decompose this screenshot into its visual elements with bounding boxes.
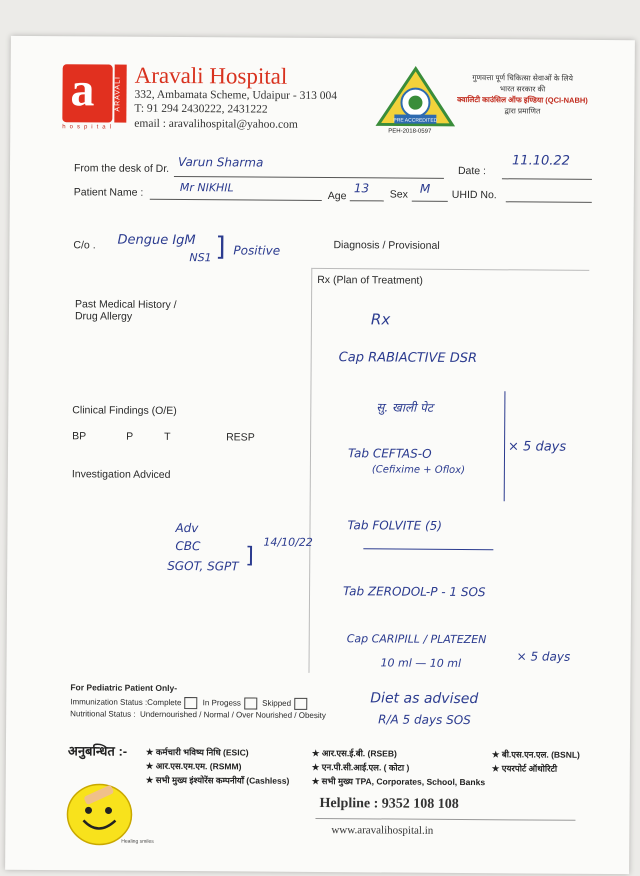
- smiley-mascot-icon: [61, 780, 154, 849]
- diet-advice: Diet as advised: [370, 690, 479, 708]
- patient-name: Mr NIKHIL: [179, 181, 234, 195]
- past-history-label-1: Past Medical History /: [75, 298, 177, 311]
- rx-bracket-line: [504, 391, 506, 501]
- co-complaint-line-1: Dengue IgM: [117, 232, 196, 249]
- footer-rsmm: ★ आर.एस.एम.एम. (RSMM): [145, 760, 242, 772]
- rx-item-3-dose-line: [363, 548, 493, 550]
- complete-checkbox[interactable]: [184, 697, 197, 709]
- vital-resp: RESP: [226, 431, 255, 444]
- smiley-caption: Healing smiles: [121, 838, 154, 845]
- prescription-sheet: [5, 36, 635, 874]
- diagnosis-label: Diagnosis / Provisional: [333, 239, 440, 252]
- investigation-adv: Adv: [175, 520, 199, 536]
- uhid-line: [506, 201, 592, 203]
- pediatric-title: For Pediatric Patient Only-: [70, 682, 178, 694]
- rx-top-border: [311, 268, 589, 271]
- footer-esic: ★ कर्मचारी भविष्य निधि (ESIC): [145, 746, 249, 758]
- hindi-line-2: भारत सरकार की: [499, 84, 546, 94]
- immunization-label: Immunization Status :Complete: [70, 697, 182, 708]
- nutritional-options: Undernourished / Normal / Over Nourished / Obesity: [139, 709, 326, 721]
- rx-label: Rx (Plan of Treatment): [317, 273, 423, 287]
- age-line: [350, 200, 384, 201]
- uhid-label: UHID No.: [451, 188, 497, 202]
- rx-item-3: Tab FOLVITE (5): [347, 518, 443, 533]
- past-history-label-2: Drug Allergy: [74, 310, 133, 323]
- vital-bp: BP: [72, 430, 87, 443]
- helpline: Helpline : 9352 108 108: [319, 796, 459, 812]
- skipped-label: Skipped: [262, 698, 292, 708]
- hospital-email: email : aravalihospital@yahoo.com: [134, 117, 298, 131]
- investigation-bracket: ]: [245, 543, 254, 569]
- sex-line: [412, 201, 448, 202]
- immunization-row: [70, 696, 310, 710]
- accreditation-number: PEH-2018-0597: [388, 128, 432, 135]
- skipped-checkbox[interactable]: [294, 698, 307, 710]
- investigation-date: 14/10/22: [263, 535, 313, 549]
- hospital-name: Aravali Hospital: [134, 62, 288, 89]
- nabh-accreditation-icon: [376, 66, 454, 129]
- date-value: 11.10.22: [512, 153, 570, 169]
- rx-item-5: Cap CARIPILL / PLATEZEN: [346, 632, 487, 647]
- clinical-findings-label: Clinical Findings (O/E): [72, 404, 177, 417]
- rx-duration-1: × 5 days: [508, 439, 567, 455]
- hospital-address: 332, Ambamata Scheme, Udaipur - 313 004: [134, 88, 338, 103]
- date-label: Date :: [457, 164, 487, 178]
- vital-pulse: P: [126, 430, 134, 443]
- footer-airport: ★ एयरपोर्ट ऑथोरिटी: [491, 763, 558, 774]
- doctor-name: Varun Sharma: [177, 155, 264, 170]
- sex-value: M: [419, 181, 431, 196]
- co-complaint-line-2: NS1: [189, 251, 212, 265]
- hospital-logo: a ARAVALI hospital: [62, 64, 130, 130]
- age-value: 13: [353, 181, 370, 196]
- in-progress-checkbox[interactable]: [244, 697, 257, 709]
- vital-temp: T: [164, 430, 171, 443]
- patient-name-line: [150, 199, 322, 201]
- rx-left-border: [308, 268, 312, 673]
- rx-item-2-composition: (Cefixime + Oflox): [371, 464, 466, 477]
- logo-vertical-text: ARAVALI: [114, 65, 126, 123]
- date-line: [502, 178, 592, 180]
- logo-sub-text: hospital: [62, 124, 115, 131]
- rx-item-4: Tab ZERODOL-P - 1 SOS: [343, 584, 486, 600]
- footer-ntpc: ★ एन.पी.सी.आई.एल. ( कोटा ): [311, 761, 410, 773]
- in-progress-label: In Progess: [202, 698, 241, 708]
- rx-item-1-direction: सु. खाली पेट: [376, 400, 433, 415]
- sex-label: Sex: [389, 188, 408, 201]
- investigation-lft: SGOT, SGPT: [167, 558, 239, 574]
- nutritional-row: [70, 709, 326, 720]
- rx-item-5-dose: 10 ml — 10 ml: [380, 656, 462, 670]
- co-positive: Positive: [233, 243, 281, 258]
- anubandhit-label: अनुबन्धित :-: [67, 743, 128, 759]
- footer-tpa: ★ सभी मुख्य TPA, Corporates, School, Banks: [311, 775, 486, 788]
- hospital-phone: T: 91 294 2430222, 2431222: [134, 102, 268, 116]
- co-bracket: ]: [215, 232, 226, 263]
- nabh-badge-text: PRE ACCREDITED: [393, 117, 438, 124]
- rx-symbol: Rx: [370, 310, 391, 329]
- hindi-line-1: गुणवत्ता पूर्ण चिकित्सा सेवाओं के लिये: [472, 73, 573, 83]
- doctor-name-line: [174, 176, 444, 179]
- footer-rseb: ★ आर.एस.ई.बी. (RSEB): [311, 747, 397, 759]
- rx-item-2: Tab CEFTAS-O: [347, 446, 432, 461]
- rx-duration-2: × 5 days: [516, 649, 571, 664]
- co-label: C/o .: [73, 239, 96, 252]
- hindi-line-3: क्वालिटी काउंसिल ऑफ इण्डिया (QCI-NABH): [457, 94, 588, 105]
- footer-cashless: ★ सभी मुख्य इंश्योरेंस कम्पनीयाँ (Cashless): [145, 774, 290, 786]
- footer-bsnl: ★ बी.एस.एन.एल. (BSNL): [491, 749, 580, 760]
- review-advice: R/A 5 days SOS: [378, 712, 471, 728]
- from-desk-label: From the desk of Dr.: [73, 162, 170, 175]
- hindi-line-4: द्वारा प्रमाणित: [504, 106, 541, 116]
- footer-divider: [315, 818, 575, 821]
- investigation-label: Investigation Adviced: [71, 468, 171, 481]
- investigation-cbc: CBC: [175, 538, 201, 554]
- age-label: Age: [327, 190, 347, 203]
- nutritional-label: Nutritional Status :: [70, 709, 136, 719]
- patient-name-label: Patient Name :: [73, 186, 144, 199]
- website-link[interactable]: www.aravalihospital.in: [331, 824, 434, 837]
- rx-item-1: Cap RABIACTIVE DSR: [338, 350, 478, 367]
